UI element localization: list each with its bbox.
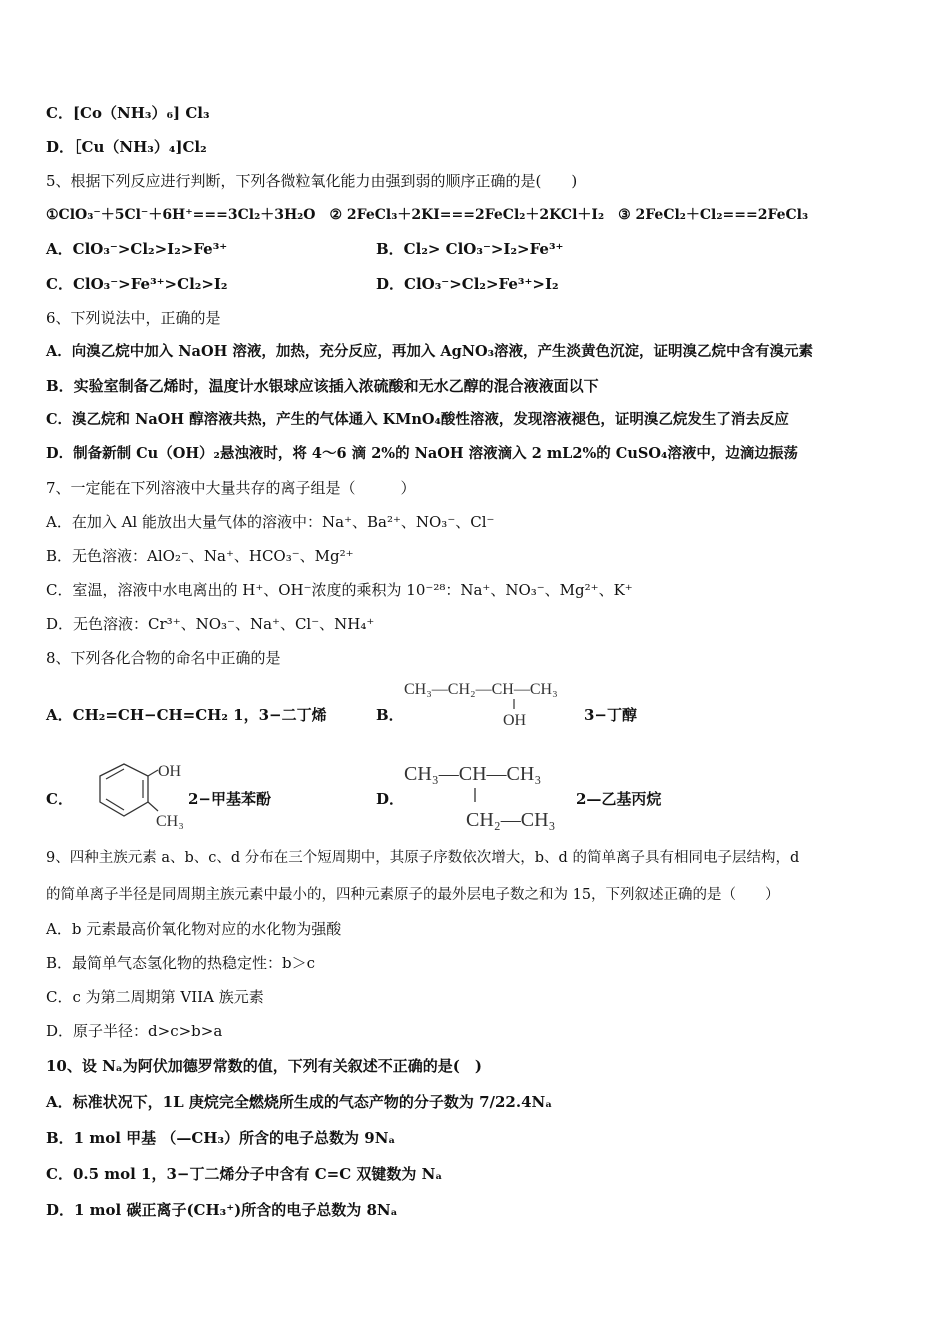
q7-option-d: D．无色溶液：Cr³⁺、NO₃⁻、Na⁺、Cl⁻、NH₄⁺: [46, 615, 375, 633]
q9-option-d: D．原子半径：d>c>b>a: [46, 1022, 223, 1040]
q5-stem: 5、根据下列反应进行判断，下列各微粒氧化能力由强到弱的顺序正确的是( ): [46, 172, 578, 190]
ring-double-bond-1: [106, 769, 124, 779]
q5-option-a: A．ClO₃⁻>Cl₂>I₂>Fe³⁺: [46, 240, 228, 258]
q8-c-oh: OH: [158, 763, 182, 780]
q10-option-a: A．标准状况下，1L 庚烷完全燃烧所生成的气态产物的分子数为 7/22.4Nₐ: [46, 1093, 553, 1111]
q9-option-c: C．c 为第二周期第 VIIA 族元素: [46, 988, 264, 1006]
q8-option-c-name: 2−甲基苯酚: [188, 790, 272, 808]
q5-option-d: D．ClO₃⁻>Cl₂>Fe³⁺>I₂: [376, 275, 559, 293]
q4-option-c: C．[Co（NH₃）₆] Cl₃: [46, 104, 210, 122]
q8-b-chain: CH₃—CH₂—CH—CH₃: [404, 681, 558, 698]
q8-option-d-letter: D．: [376, 790, 405, 808]
benzene-ring: [100, 764, 148, 816]
q8-d-side-chain: CH₂—CH₃: [466, 809, 556, 831]
q8-option-b-name: 3−丁醇: [584, 706, 638, 724]
q5-option-c: C．ClO₃⁻>Fe³⁺>Cl₂>I₂: [46, 275, 228, 293]
q6-stem: 6、下列说法中，正确的是: [46, 309, 221, 327]
q8-option-c-structure: [70, 756, 185, 834]
q7-option-c: C．室温，溶液中水电离出的 H⁺、OH⁻浓度的乘积为 10⁻²⁸：Na⁺、NO₃⁻、Mg²⁺、K⁺: [46, 581, 633, 599]
q9-option-a: A．b 元素最高价氧化物对应的水化物为强酸: [46, 920, 342, 938]
q6-option-a: A．向溴乙烷中加入 NaOH 溶液，加热，充分反应，再加入 AgNO₃溶液，产生淡黄色沉淀，证明溴乙烷中含有溴元素: [46, 343, 813, 360]
q7-option-a: A．在加入 Al 能放出大量气体的溶液中：Na⁺、Ba²⁺、NO₃⁻、Cl⁻: [46, 513, 495, 531]
q8-stem: 8、下列各化合物的命名中正确的是: [46, 649, 281, 667]
q6-option-d: D．制备新制 Cu（OH）₂悬浊液时，将 4～6 滴 2%的 NaOH 溶液滴入 2 mL2%的 CuSO₄溶液中，边滴边振荡: [46, 445, 798, 462]
q10-option-d: D．1 mol 碳正离子(CH₃⁺)所含的电子总数为 8Nₐ: [46, 1201, 398, 1219]
q6-option-b: B．实验室制备乙烯时，温度计水银球应该插入浓硫酸和无水乙醇的混合液液面以下: [46, 377, 599, 395]
q7-option-b: B．无色溶液：AlO₂⁻、Na⁺、HCO₃⁻、Mg²⁺: [46, 547, 354, 565]
q10-option-c: C．0.5 mol 1，3−丁二烯分子中含有 C=C 双键数为 Nₐ: [46, 1165, 443, 1183]
q5-option-b: B．Cl₂> ClO₃⁻>I₂>Fe³⁺: [376, 240, 564, 258]
q4-option-d: D．［Cu（NH₃）₄]Cl₂: [46, 138, 207, 156]
q8-option-c-letter: C．: [46, 790, 73, 808]
oh-bond: [148, 770, 158, 776]
ch3-bond: [148, 802, 158, 811]
q8-b-oh: OH: [503, 712, 527, 729]
q8-c-ch3: CH₃: [156, 813, 184, 830]
q8-option-d-name: 2—乙基丙烷: [576, 790, 662, 808]
q9-stem-line2: 的简单离子半径是同周期主族元素中最小的，四种元素原子的最外层电子数之和为 15，下列叙述正确的是（ ）: [46, 887, 780, 903]
q5-reactions: ①ClO₃⁻＋5Cl⁻＋6H⁺===3Cl₂＋3H₂O ② 2FeCl₃＋2KI===2FeCl₂＋2KCl＋I₂ ③ 2FeCl₂＋Cl₂===2FeCl₃: [46, 207, 809, 223]
q10-option-b: B．1 mol 甲基 （—CH₃）所含的电子总数为 9Nₐ: [46, 1129, 396, 1147]
q8-d-main-chain: CH₃—CH—CH₃: [404, 763, 542, 785]
ring-double-bond-3: [106, 799, 124, 810]
q6-option-c: C．溴乙烷和 NaOH 醇溶液共热，产生的气体通入 KMnO₄酸性溶液，发现溶液褪色，证明溴乙烷发生了消去反应: [46, 411, 789, 428]
q8-option-a: A．CH₂=CH−CH=CH₂ 1，3−二丁烯: [46, 706, 327, 724]
q8-option-b-letter: B．: [376, 706, 404, 724]
q10-stem: 10、设 Nₐ为阿伏加德罗常数的值，下列有关叙述不正确的是( ): [46, 1057, 482, 1075]
q7-stem: 7、一定能在下列溶液中大量共存的离子组是（ ）: [46, 479, 416, 497]
q8-option-d-structure: [400, 756, 575, 834]
q9-option-b: B．最简单气态氢化物的热稳定性：b＞c: [46, 954, 316, 972]
q8-option-b-structure: [400, 674, 590, 730]
q9-stem-line1: 9、四种主族元素 a、b、c、d 分布在三个短周期中，其原子序数依次增大，b、d 的简单离子具有相同电子层结构，d: [46, 850, 800, 866]
